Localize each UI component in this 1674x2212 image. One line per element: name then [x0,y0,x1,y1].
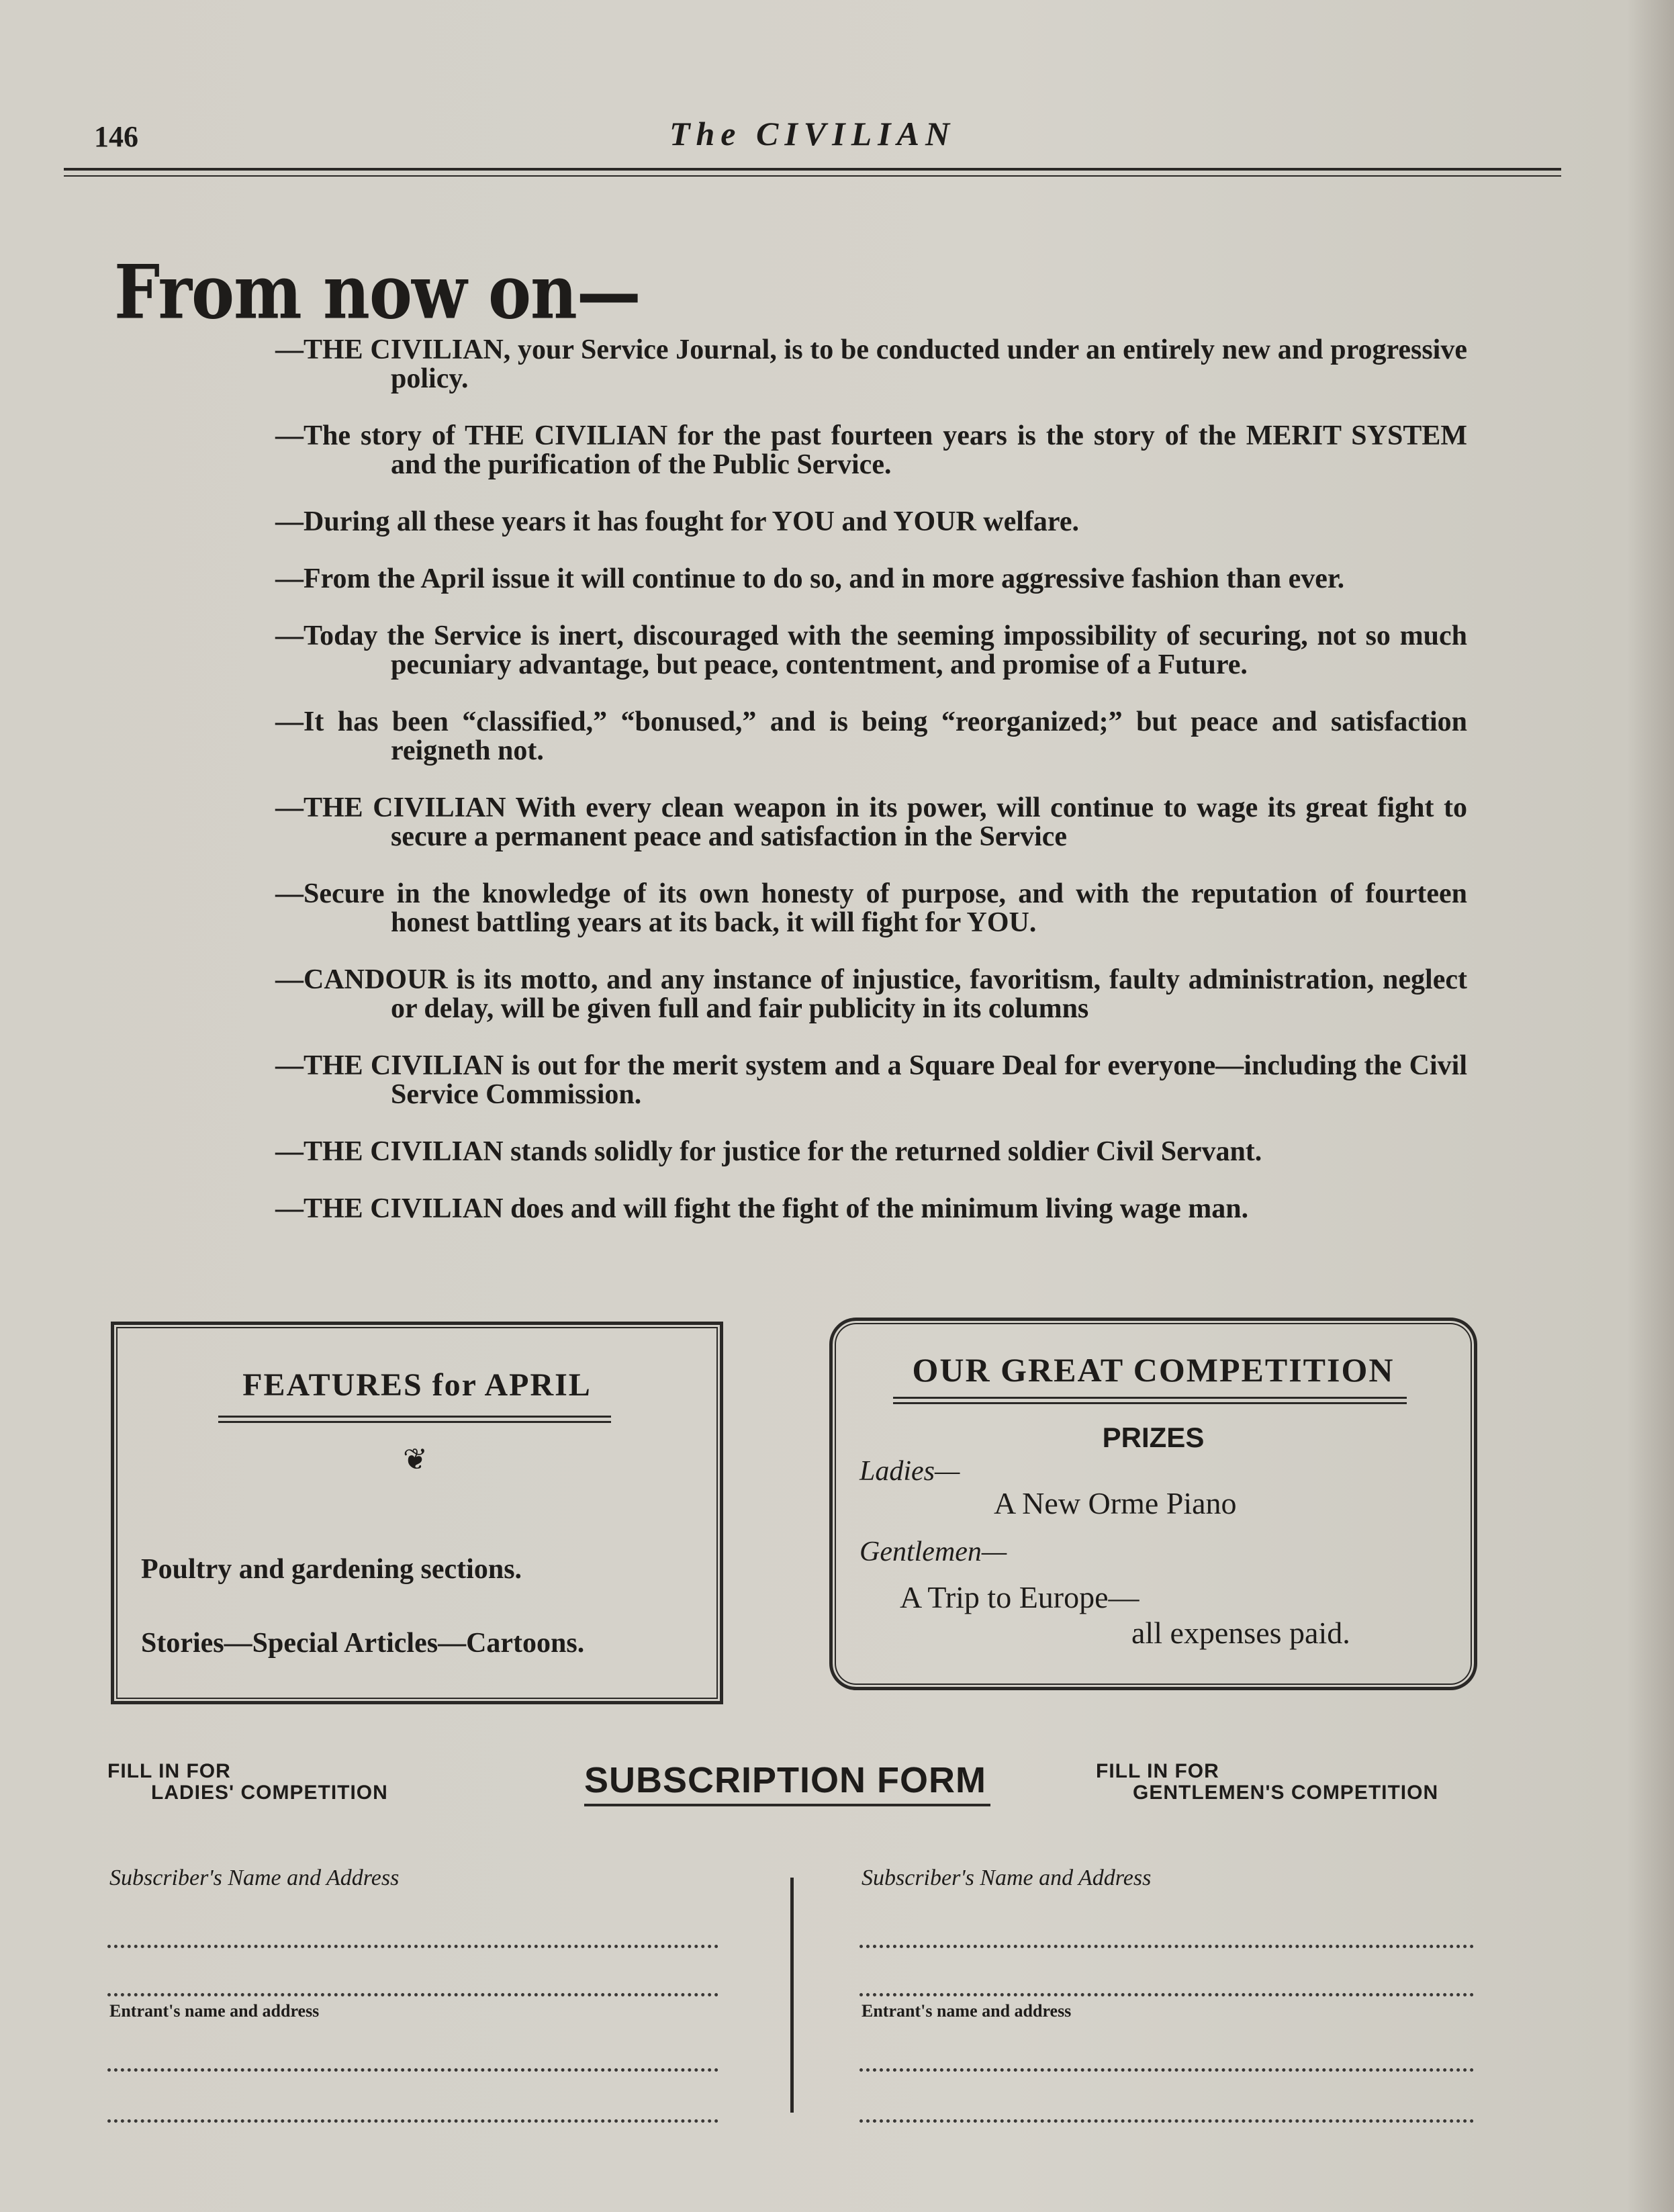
entrant-label: Entrant's name and address [109,2001,320,2021]
subscription-title-rule [584,1804,990,1806]
prizes-label: PRIZES [1102,1422,1205,1453]
competition-title: OUR GREAT COMPETITION [912,1351,1395,1389]
competition-name-text: GENTLEMEN'S COMPETITION [1133,1782,1439,1804]
page-header [64,114,1561,161]
ornament-icon: ❦ [403,1443,428,1476]
entrant-name-line[interactable] [859,2068,1474,2072]
page-number: 146 [94,120,138,153]
subscriber-label: Subscriber's Name and Address [109,1865,400,1890]
policy-list [275,336,1467,1248]
form-divider [790,1878,794,2113]
gentlemen-prize: A Trip to Europe— [900,1580,1140,1614]
entrant-address-line[interactable] [107,2119,718,2123]
fill-in-for-text: FILL IN FOR [107,1760,231,1782]
entrant-name-line[interactable] [107,2068,718,2072]
subscriber-name-line[interactable] [107,1945,718,1948]
subscriber-label: Subscriber's Name and Address [862,1865,1152,1890]
policy-item: —THE CIVILIAN is out for the merit system and a Square Deal for everyone—including the Civil Service Commission. [275,1050,1467,1110]
policy-item: —THE CIVILIAN With every clean weapon in its power, will continue to wage its great fight to secure a permanent peace and satisfaction in the Service [275,792,1467,852]
policy-item: —From the April issue it will continue to do so, and in more aggressive fashion than ever. [275,563,1345,594]
policy-item: —THE CIVILIAN does and will fight the fight of the minimum living wage man. [275,1193,1249,1224]
fill-in-for-text: FILL IN FOR [1096,1760,1219,1782]
header-rule-top [64,168,1561,171]
entrant-label: Entrant's name and address [862,2001,1072,2021]
policy-item: —It has been “classified,” “bonused,” and is being “reorganized;” but peace and satisfaction reigneth not. [275,706,1467,766]
features-title: FEATURES for APRIL [242,1367,592,1403]
gentlemen-label: Gentlemen— [859,1536,1007,1567]
policy-item: —THE CIVILIAN stands solidly for justice for the returned soldier Civil Servant. [275,1136,1262,1167]
subscription-form [0,1746,1674,2149]
subscription-form-title: SUBSCRIPTION FORM [584,1760,987,1800]
ladies-label: Ladies— [859,1456,960,1487]
feature-line: Poultry and gardening sections. [141,1554,522,1585]
policy-item: —Today the Service is inert, discouraged with the seeming impossibility of securing, not so much pecuniary advantage, but peace, contentment, and promise of a Future. [275,620,1467,680]
features-title-rule [218,1416,611,1418]
subscriber-address-line[interactable] [859,1993,1474,1996]
subscriber-address-line[interactable] [107,1993,718,1996]
features-title-rule [218,1421,611,1423]
competition-title-rule [893,1402,1407,1404]
feature-line: Stories—Special Articles—Cartoons. [141,1628,585,1659]
competition-name-text: LADIES' COMPETITION [151,1782,388,1804]
competition-box [829,1318,1477,1690]
policy-item: —During all these years it has fought for YOU and YOUR welfare. [275,506,1079,537]
ladies-fill-label [107,1761,388,1804]
policy-item: —CANDOUR is its motto, and any instance of injustice, favoritism, faulty administration, neglect or delay, will be given full and fair publicity in its columns [275,964,1467,1024]
gentlemen-prize-note: all expenses paid. [1131,1616,1350,1650]
features-box [111,1322,723,1704]
journal-title: The CIVILIAN [669,115,956,152]
headline: From now on— [114,248,641,336]
policy-item: —The story of THE CIVILIAN for the past fourteen years is the story of the MERIT SYSTEM and the purification of the Public Service. [275,420,1467,480]
header-rule-bottom [64,175,1561,177]
policy-item: —THE CIVILIAN, your Service Journal, is to be conducted under an entirely new and progressive policy. [275,334,1467,394]
entrant-address-line[interactable] [859,2119,1474,2123]
competition-title-rule [893,1397,1407,1399]
ladies-prize: A New Orme Piano [994,1486,1237,1520]
subscriber-name-line[interactable] [859,1945,1474,1948]
policy-item: —Secure in the knowledge of its own honesty of purpose, and with the reputation of fourteen honest battling years at its back, it will fight for YOU. [275,878,1467,938]
gentlemen-fill-label [1096,1761,1438,1804]
